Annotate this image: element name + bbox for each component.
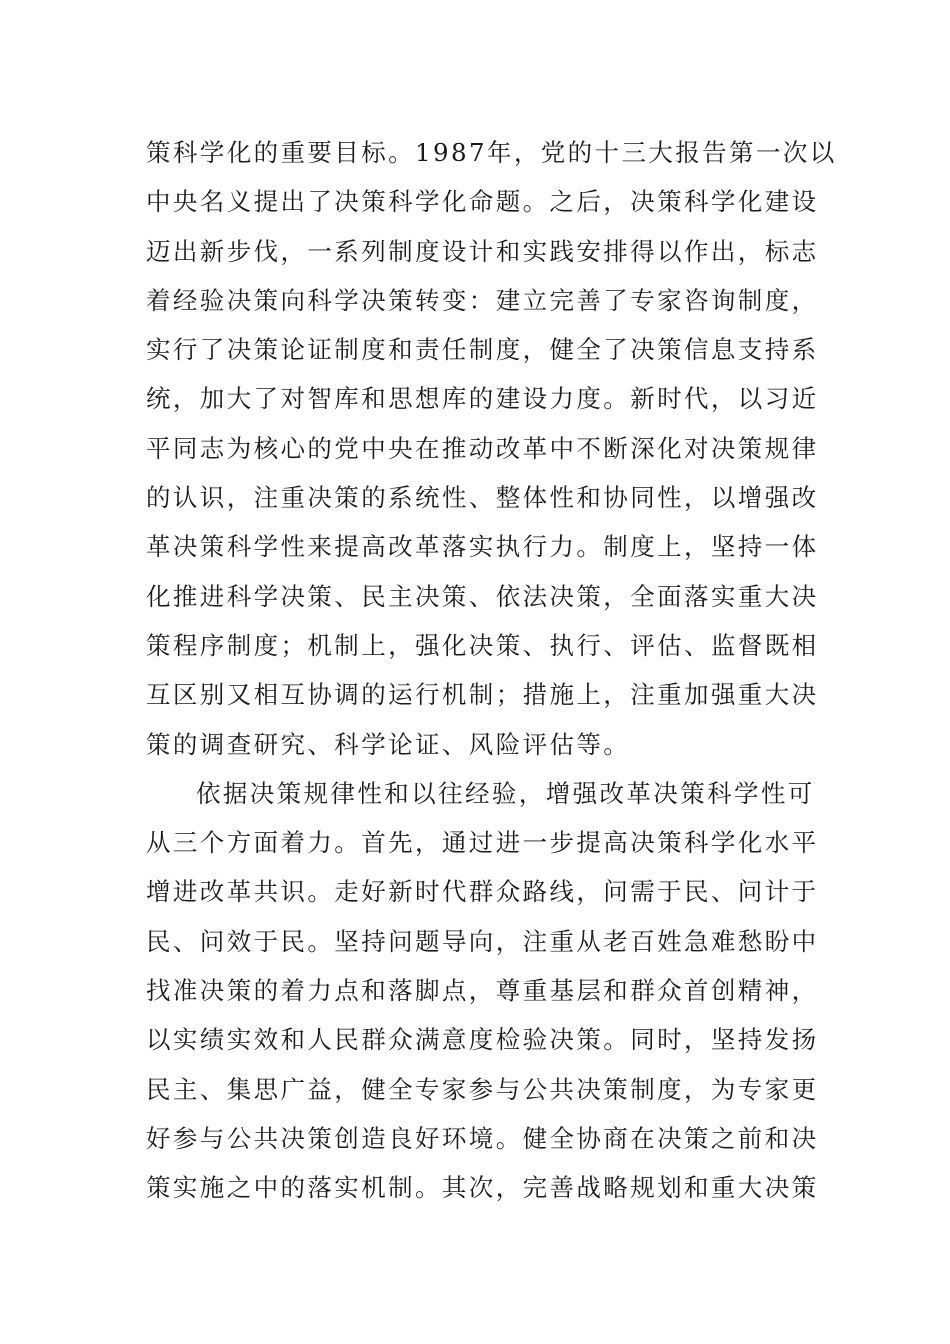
text-line: 从三个方面着力。首先，通过进一步提高决策科学化水平 — [146, 828, 819, 858]
text-line: 平同志为核心的党中央在推动改革中不断深化对决策规律 — [146, 433, 819, 463]
text-line: 革决策科学性来提高改革落实执行力。制度上，坚持一体 — [146, 532, 819, 562]
text-line: 互区别又相互协调的运行机制；措施上，注重加强重大决 — [146, 680, 819, 710]
text-line: 中央名义提出了决策科学化命题。之后，决策科学化建设 — [146, 187, 819, 217]
text-line: 增进改革共识。走好新时代群众路线，问需于民、问计于 — [146, 877, 819, 907]
text-line: 迈出新步伐，一系列制度设计和实践安排得以作出，标志 — [146, 236, 819, 266]
text-line: 策科学化的重要目标。1987年，党的十三大报告第一次以 — [146, 138, 837, 167]
text-line-paragraph-start: 依据决策规律性和以往经验，增强改革决策科学性可 — [196, 778, 815, 808]
text-line: 实行了决策论证制度和责任制度，健全了决策信息支持系 — [146, 335, 819, 365]
text-line: 的认识，注重决策的系统性、整体性和协同性，以增强改 — [146, 483, 819, 513]
text-line: 统，加大了对智库和思想库的建设力度。新时代，以习近 — [146, 384, 819, 414]
text-line: 化推进科学决策、民主决策、依法决策，全面落实重大决 — [146, 581, 819, 611]
body-text — [146, 128, 837, 1213]
text-line: 民、问效于民。坚持问题导向，注重从老百姓急难愁盼中 — [146, 926, 819, 956]
text-line: 好参与公共决策创造良好环境。健全协商在决策之前和决 — [146, 1123, 819, 1153]
text-line: 策实施之中的落实机制。其次，完善战略规划和重大决策 — [146, 1173, 819, 1203]
text-line: 以实绩实效和人民群众满意度检验决策。同时，坚持发扬 — [146, 1025, 819, 1055]
text-line-paragraph-end: 策的调查研究、科学论证、风险评估等。 — [146, 729, 631, 759]
text-line: 民主、集思广益，健全专家参与公共决策制度，为专家更 — [146, 1074, 819, 1104]
text-line: 找准决策的着力点和落脚点，尊重基层和群众首创精神， — [146, 976, 819, 1006]
text-line: 着经验决策向科学决策转变：建立完善了专家咨询制度， — [146, 285, 819, 315]
text-line: 策程序制度；机制上，强化决策、执行、评估、监督既相 — [146, 630, 819, 660]
